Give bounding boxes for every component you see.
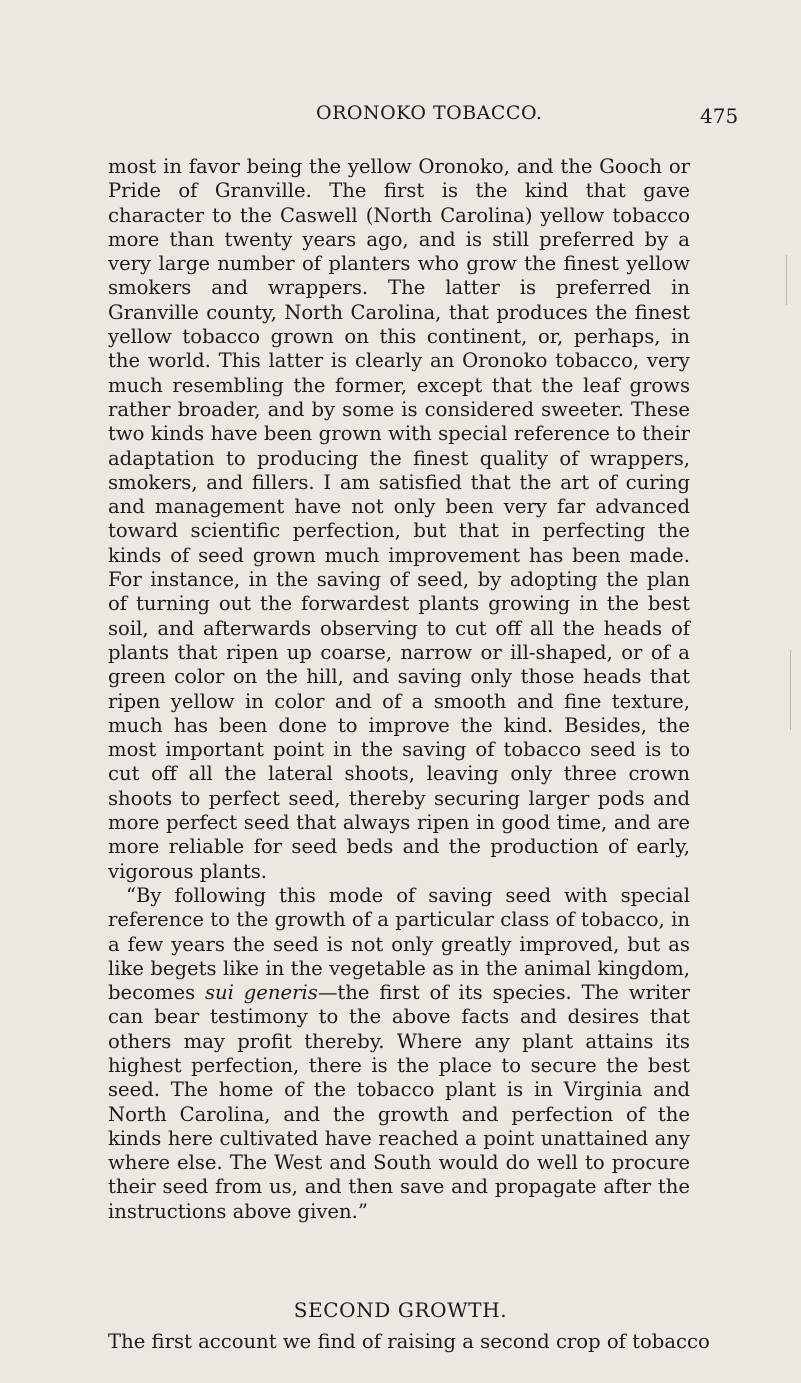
margin-mark xyxy=(790,650,791,730)
body-text xyxy=(108,155,690,1224)
paragraph-text: “By following this mode of saving seed with special reference to the growth of a particular class of tobacco, in a few years the seed is not only greatly improved, but as like begets like in the vegetable as in the animal kingdom, becomes xyxy=(108,883,690,1005)
paragraph-text: —the first of its species. The writer can bear testimony to the above facts and desires that others may profit thereby. Where any plant attains its highest perfection, there is the place to secure the best seed. The home of the tobacco plant is in Virginia and North Carolina, and the growth and perfection of the kinds here cultivated have reached a point unattained any where else. The West and South would do well to procure their seed from us, and then save and propagate after the instructions above given.” xyxy=(108,981,690,1223)
paragraph: most in favor being the yellow Oronoko, and the Gooch or Pride of Granville. The first is the kind that gave character to the Caswell (North Carolina) yellow tobacco more than twenty years ago, and is still preferred by a very large number of planters who grow the finest yellow smokers and wrappers. The latter is preferred in Granville county, North Carolina, that produces the finest yellow tobacco grown on this continent, or, perhaps, in the world. This latter is clearly an Oronoko tobacco, very much resembling the former, except that the leaf grows rather broader, and by some is considered sweeter. These two kinds have been grown with special reference to their adaptation to producing the finest quality of wrappers, smokers, and fillers. I am satisfied that the art of curing and management have not only been very far advanced toward scientific perfection, but that in perfecting the kinds of seed grown much improvement has been made. For instance, in the saving of seed, by adopting the plan of turning out the forwardest plants growing in the best soil, and afterwards observing to cut off all the heads of plants that ripen up coarse, narrow or ill-shaped, or of a green color on the hill, and saving only those heads that ripen yellow in color and of a smooth and fine texture, much has been done to improve the kind. Besides, the most important point in the saving of tobacco seed is to cut off all the lateral shoots, leaving only three crown shoots to perfect seed, thereby securing larger pods and more perfect seed that always ripen in good time, and are more reliable for seed beds and the production of early, vigorous plants. xyxy=(108,155,690,883)
section-heading: SECOND GROWTH. xyxy=(293,1298,508,1322)
paragraph xyxy=(108,884,690,1224)
section-first-line: The first account we find of raising a second crop of tobacco xyxy=(108,1330,710,1353)
margin-mark xyxy=(786,255,787,305)
page-number: 475 xyxy=(700,104,739,128)
italic-phrase: sui generis xyxy=(204,981,318,1005)
running-title: ORONOKO TOBACCO. xyxy=(316,102,543,124)
